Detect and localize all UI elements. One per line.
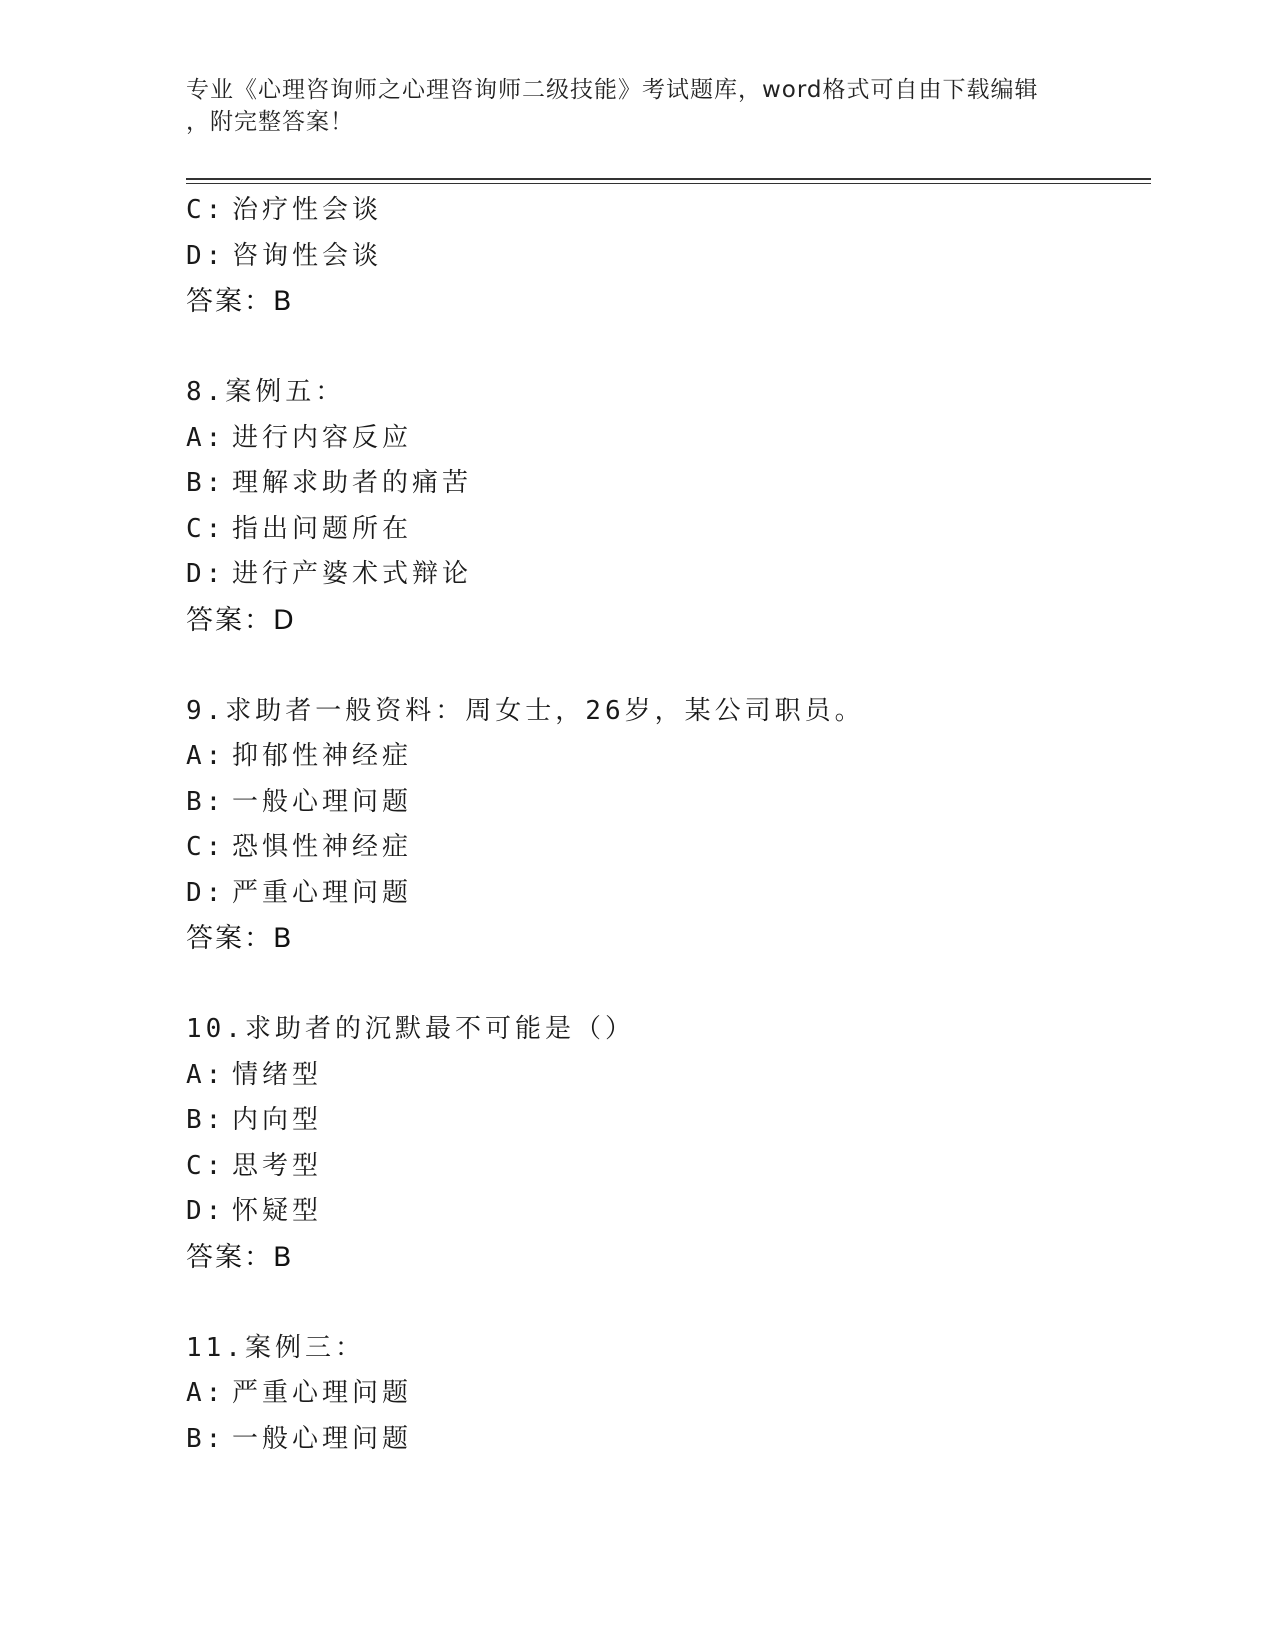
document-header — [186, 74, 1076, 138]
option-letter: D: — [186, 240, 226, 271]
option-text: 恐惧性神经症 — [232, 832, 413, 862]
option-letter: D: — [186, 559, 226, 589]
option-text: 情绪型 — [232, 1059, 323, 1090]
option-b — [186, 1098, 1146, 1144]
question-list — [186, 188, 1146, 1462]
option-letter: C: — [186, 1150, 226, 1181]
option-letter: A: — [186, 422, 226, 453]
option-a — [186, 416, 1146, 462]
option-text: 进行产婆术式辩论 — [232, 559, 473, 589]
option-d — [186, 552, 1146, 598]
option-text: 思考型 — [232, 1150, 323, 1181]
option-text: 怀疑型 — [232, 1196, 323, 1226]
option-letter: D: — [186, 1196, 226, 1226]
option-c — [186, 188, 1146, 234]
answer-line: 答案：B — [186, 1241, 294, 1273]
spacer — [186, 643, 1146, 689]
option-letter: B: — [186, 468, 226, 498]
answer-line: 答案：B — [186, 286, 294, 317]
option-letter: B: — [186, 1105, 226, 1135]
option-letter: D: — [186, 877, 226, 908]
option-text: 指出问题所在 — [232, 513, 413, 544]
question-title: 10.求助者的沉默最不可能是（） — [186, 1014, 635, 1044]
option-letter: C: — [186, 195, 226, 225]
header-line-2: ，附完整答案！ — [186, 109, 354, 135]
option-letter: C: — [186, 832, 226, 862]
option-text: 治疗性会谈 — [232, 195, 383, 225]
option-a — [186, 1053, 1146, 1099]
spacer — [186, 1280, 1146, 1326]
header-rule-thick — [186, 178, 1151, 180]
answer-line: 答案：B — [186, 923, 294, 954]
question-title: 11.案例三： — [186, 1332, 365, 1363]
option-a — [186, 1371, 1146, 1417]
option-text: 一般心理问题 — [232, 786, 413, 817]
option-text: 严重心理问题 — [232, 1378, 413, 1408]
option-text: 内向型 — [232, 1105, 323, 1135]
option-letter: B: — [186, 786, 226, 817]
spacer — [186, 325, 1146, 371]
option-c — [186, 1144, 1146, 1190]
question-title: 8.案例五： — [186, 377, 346, 407]
option-text: 理解求助者的痛苦 — [232, 468, 473, 498]
answer-line: 答案：D — [186, 604, 296, 636]
option-b — [186, 461, 1146, 507]
option-letter: B: — [186, 1423, 226, 1454]
option-b — [186, 1417, 1146, 1463]
question-title: 9.求助者一般资料：周女士，26岁，某公司职员。 — [186, 695, 865, 726]
option-letter: A: — [186, 1378, 226, 1408]
option-text: 进行内容反应 — [232, 422, 413, 453]
option-text: 咨询性会谈 — [232, 240, 383, 271]
option-text: 抑郁性神经症 — [232, 741, 413, 771]
option-text: 一般心理问题 — [232, 1423, 413, 1454]
option-c — [186, 825, 1146, 871]
option-b — [186, 780, 1146, 826]
header-line-1: 专业《心理咨询师之心理咨询师二级技能》考试题库，word格式可自由下载编辑 — [186, 77, 1039, 103]
header-rule-thin — [186, 183, 1151, 184]
option-a — [186, 734, 1146, 780]
option-d — [186, 871, 1146, 917]
option-c — [186, 507, 1146, 553]
option-letter: C: — [186, 513, 226, 544]
option-text: 严重心理问题 — [232, 877, 413, 908]
option-d — [186, 234, 1146, 280]
option-letter: A: — [186, 741, 226, 771]
option-letter: A: — [186, 1059, 226, 1090]
spacer — [186, 962, 1146, 1008]
option-d — [186, 1189, 1146, 1235]
